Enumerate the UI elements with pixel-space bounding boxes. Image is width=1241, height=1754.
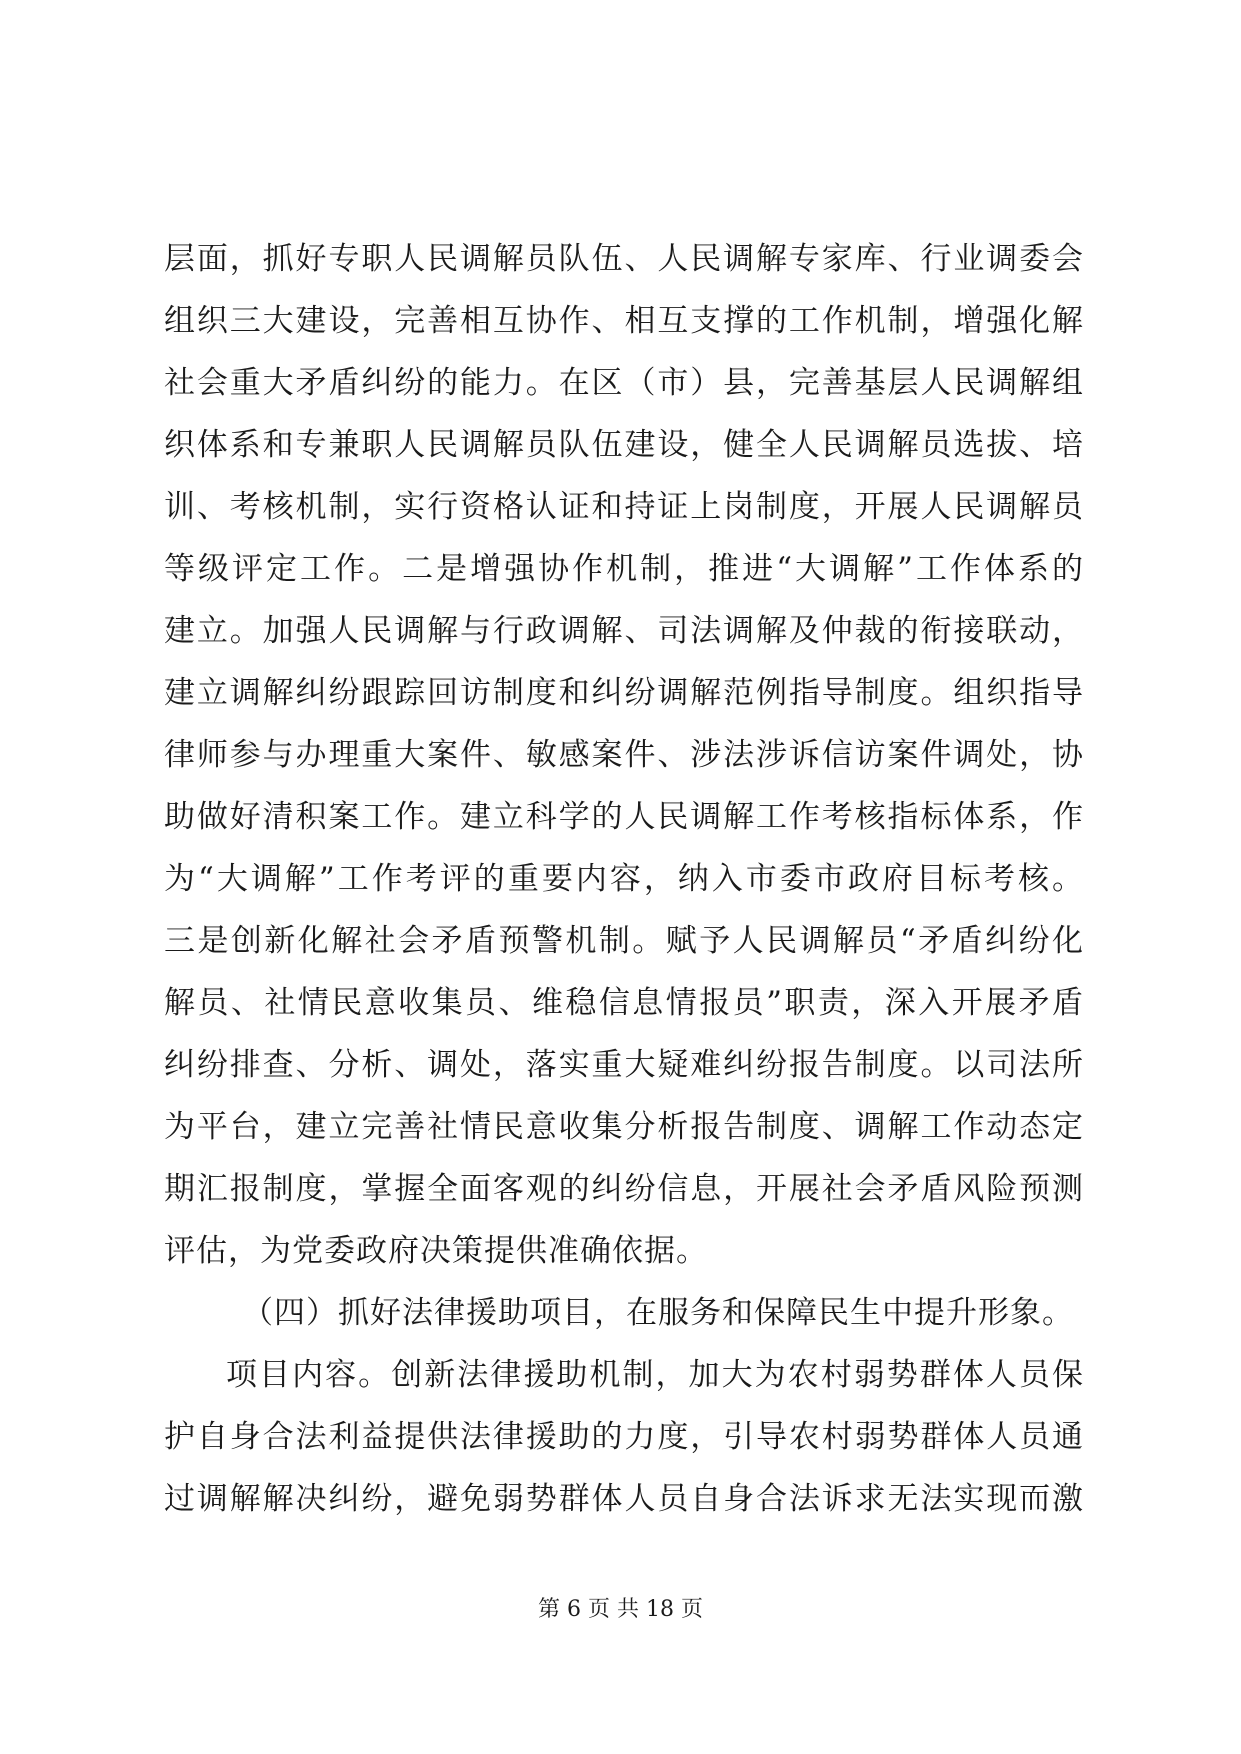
section-heading: （四）抓好法律援助项目，在服务和保障民生中提升形象。 [242, 1295, 1074, 1331]
text-line: 三是创新化解社会矛盾预警机制。赋予人民调解员“矛盾纠纷化 [164, 923, 1084, 959]
text-line: 过调解解决纠纷，避免弱势群体人员自身合法诉求无法实现而激 [164, 1481, 1084, 1517]
text-line: 层面，抓好专职人民调解员队伍、人民调解专家库、行业调委会 [164, 241, 1084, 277]
text-line: 训、考核机制，实行资格认证和持证上岗制度，开展人民调解员 [164, 489, 1084, 525]
text-line: 律师参与办理重大案件、敏感案件、涉法涉诉信访案件调处，协 [164, 737, 1084, 773]
text-line: 织体系和专兼职人民调解员队伍建设，健全人民调解员选拔、培 [164, 427, 1084, 463]
text-line: 建立调解纠纷跟踪回访制度和纠纷调解范例指导制度。组织指导 [164, 675, 1084, 711]
text-line: 解员、社情民意收集员、维稳信息情报员”职责，深入开展矛盾 [164, 985, 1084, 1021]
page-number-footer: 第 6 页 共 18 页 [538, 1597, 703, 1622]
text-line: 组织三大建设，完善相互协作、相互支撑的工作机制，增强化解 [164, 303, 1084, 339]
text-line: 为平台，建立完善社情民意收集分析报告制度、调解工作动态定 [164, 1109, 1084, 1145]
text-line: 助做好清积案工作。建立科学的人民调解工作考核指标体系，作 [164, 799, 1084, 835]
text-line: 项目内容。创新法律援助机制，加大为农村弱势群体人员保 [226, 1357, 1084, 1393]
text-line: 护自身合法利益提供法律援助的力度，引导农村弱势群体人员通 [164, 1419, 1084, 1455]
text-line: 纠纷排查、分析、调处，落实重大疑难纠纷报告制度。以司法所 [164, 1047, 1084, 1083]
document-body [164, 228, 1084, 1530]
text-line: 建立。加强人民调解与行政调解、司法调解及仲裁的衔接联动， [164, 613, 1084, 649]
text-line: 评估，为党委政府决策提供准确依据。 [164, 1233, 708, 1269]
text-line: 等级评定工作。二是增强协作机制，推进“大调解”工作体系的 [164, 551, 1084, 587]
text-line: 社会重大矛盾纠纷的能力。在区（市）县，完善基层人民调解组 [164, 365, 1084, 401]
text-line: 期汇报制度，掌握全面客观的纠纷信息，开展社会矛盾风险预测 [164, 1171, 1084, 1207]
text-line: 为“大调解”工作考评的重要内容，纳入市委市政府目标考核。 [164, 861, 1084, 897]
